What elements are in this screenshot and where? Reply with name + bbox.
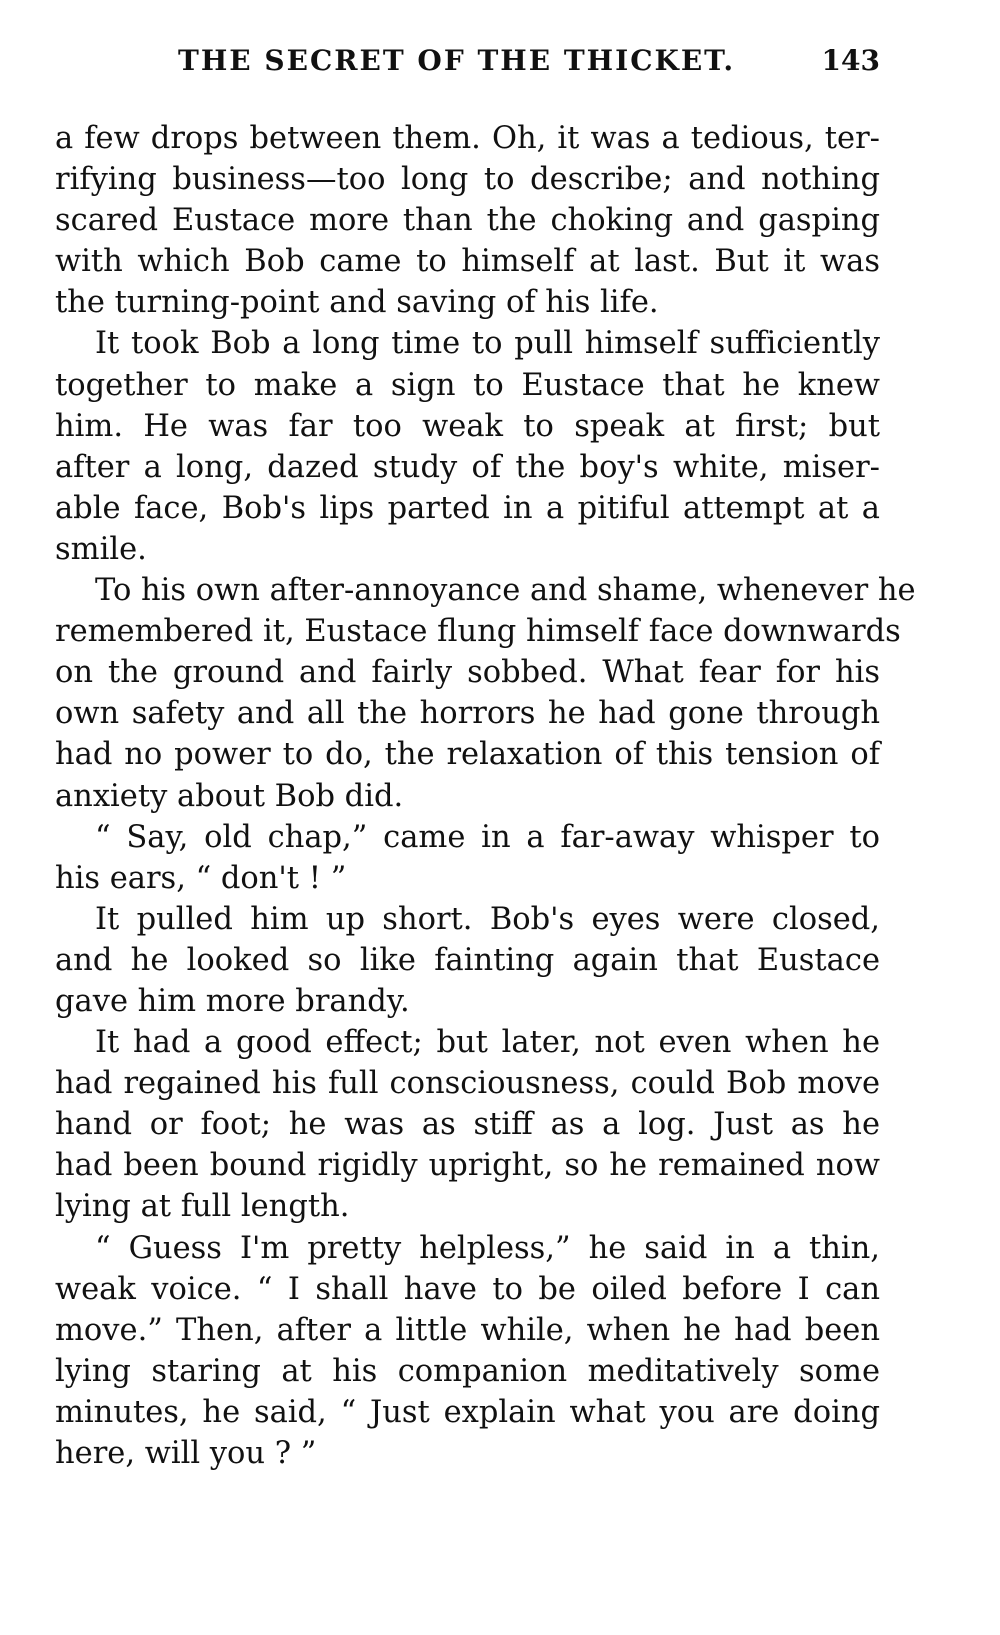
page-number: 143: [821, 44, 880, 77]
text-line: had no power to do, the relaxation of this tension of: [55, 737, 880, 773]
text-line: with which Bob came to himself at last. But it was: [55, 244, 880, 280]
text-line: the turning-point and saving of his life.: [55, 285, 659, 321]
text-line: It had a good effect; but later, not even when he: [95, 1025, 880, 1061]
text-line: a few drops between them. Oh, it was a tedious, ter-: [55, 121, 880, 156]
text-line: It took Bob a long time to pull himself sufficiently: [95, 326, 880, 362]
text-line: after a long, dazed study of the boy's white, miser-: [55, 449, 880, 485]
paragraph: [55, 323, 880, 570]
text-line: on the ground and fairly sobbed. What fear for his: [55, 655, 880, 691]
text-line: and he looked so like fainting again that Eustace: [55, 942, 880, 978]
text-line: gave him more brandy.: [55, 983, 410, 1019]
text-line: had regained his full consciousness, could Bob move: [55, 1066, 880, 1102]
text-line: scared Eustace more than the choking and gasping: [55, 203, 880, 239]
text-line: rifying business—too long to describe; and nothing: [55, 162, 880, 198]
text-line: anxiety about Bob did.: [55, 778, 404, 814]
text-line: able face, Bob's lips parted in a pitiful attempt at a: [55, 490, 880, 526]
text-line: together to make a sign to Eustace that he knew: [55, 367, 880, 403]
text-line: To his own after-annoyance and shame, whenever he: [95, 573, 916, 609]
body-text: [55, 118, 916, 1474]
text-line: hand or foot; he was as stiff as a log. Just as he: [55, 1107, 880, 1143]
text-line: his ears, “ don't ! ”: [55, 860, 347, 896]
text-line: lying staring at his companion meditatively some: [55, 1353, 880, 1389]
text-line: smile.: [55, 531, 147, 567]
text-line: own safety and all the horrors he had gone through: [55, 696, 880, 732]
text-line: It pulled him up short. Bob's eyes were closed,: [95, 901, 880, 937]
text-line: lying at full length.: [55, 1189, 350, 1225]
text-line: minutes, he said, “ Just explain what you are doing: [55, 1394, 880, 1430]
text-line: had been bound rigidly upright, so he remained now: [55, 1148, 880, 1184]
text-line: “ Guess I'm pretty helpless,” he said in a thin,: [95, 1230, 880, 1266]
running-title: THE SECRET OF THE THICKET.: [178, 44, 736, 77]
text-line: him. He was far too weak to speak at first; but: [55, 408, 880, 444]
text-line: here, will you ? ”: [55, 1436, 317, 1471]
paragraph: [55, 118, 880, 323]
paragraph: [55, 899, 880, 1022]
paragraph: [55, 570, 916, 817]
paragraph: [55, 1228, 880, 1475]
text-line: “ Say, old chap,” came in a far-away whisper to: [95, 819, 880, 855]
text-line: remembered it, Eustace flung himself face downwards: [55, 614, 901, 650]
paragraph: [55, 1022, 880, 1227]
text-line: move.” Then, after a little while, when he had been: [55, 1312, 880, 1348]
text-line: weak voice. “ I shall have to be oiled before I can: [55, 1271, 880, 1307]
paragraph: [55, 817, 880, 899]
running-head: [178, 44, 880, 84]
